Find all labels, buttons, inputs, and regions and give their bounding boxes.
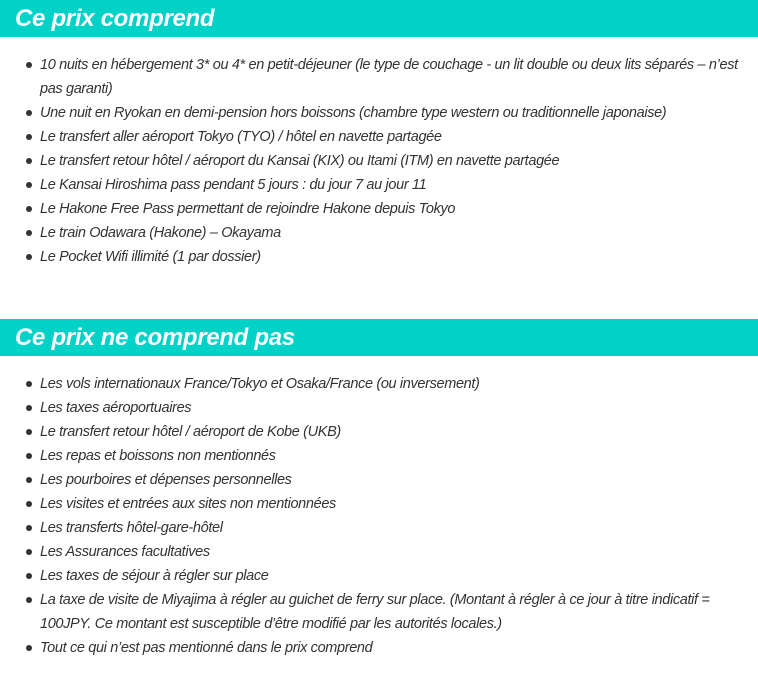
list-item xyxy=(40,53,750,101)
list-item xyxy=(40,564,750,588)
bullet-icon xyxy=(26,230,32,236)
list-item xyxy=(40,125,750,149)
list-item-text: Les vols internationaux France/Tokyo et Osaka/France (ou inversement) xyxy=(40,376,480,392)
price-includes-header xyxy=(0,0,758,37)
bullet-icon xyxy=(26,254,32,260)
bullet-icon xyxy=(26,206,32,212)
list-item xyxy=(40,636,750,660)
list-item xyxy=(40,396,750,420)
list-item-text: Le train Odawara (Hakone) – Okayama xyxy=(40,225,281,241)
bullet-icon xyxy=(26,453,32,459)
list-item xyxy=(40,420,750,444)
bullet-icon xyxy=(26,182,32,188)
price-excludes-section xyxy=(0,319,758,700)
list-item xyxy=(40,197,750,221)
bullet-icon xyxy=(26,573,32,579)
list-item-text: Les pourboires et dépenses personnelles xyxy=(40,472,292,488)
bullet-icon xyxy=(26,158,32,164)
list-item xyxy=(40,516,750,540)
bullet-icon xyxy=(26,405,32,411)
bullet-icon xyxy=(26,525,32,531)
list-item xyxy=(40,468,750,492)
list-item xyxy=(40,588,750,636)
list-item-text: Les taxes aéroportuaires xyxy=(40,400,192,416)
list-item xyxy=(40,540,750,564)
list-item-text: Le transfert retour hôtel / aéroport de Kobe (UKB) xyxy=(40,424,341,440)
bullet-icon xyxy=(26,549,32,555)
bullet-icon xyxy=(26,429,32,435)
list-item-text: Le transfert aller aéroport Tokyo (TYO) / hôtel en navette partagée xyxy=(40,129,442,145)
list-item xyxy=(40,444,750,468)
price-includes-list xyxy=(0,37,758,269)
list-item xyxy=(40,221,750,245)
price-excludes-header xyxy=(0,319,758,356)
list-item-text: Les repas et boissons non mentionnés xyxy=(40,448,276,464)
list-item-text: Les transferts hôtel-gare-hôtel xyxy=(40,520,223,536)
bullet-icon xyxy=(26,597,32,603)
list-item xyxy=(40,101,750,125)
price-excludes-list xyxy=(0,356,758,660)
price-includes-title: Ce prix comprend xyxy=(15,5,215,32)
bullet-icon xyxy=(26,110,32,116)
price-excludes-title: Ce prix ne comprend pas xyxy=(15,324,295,351)
list-item-text: Le Pocket Wifi illimité (1 par dossier) xyxy=(40,249,261,265)
list-item-text: Les taxes de séjour à régler sur place xyxy=(40,568,269,584)
list-item xyxy=(40,492,750,516)
list-item xyxy=(40,245,750,269)
list-item xyxy=(40,149,750,173)
bullet-icon xyxy=(26,477,32,483)
list-item-text: La taxe de visite de Miyajima à régler au guichet de ferry sur place. (Montant à régler à ce jour à titre indicatif = 100JPY. Ce montant est susceptible d’être modifié par les autorités locales.) xyxy=(40,592,710,632)
list-item xyxy=(40,372,750,396)
bullet-icon xyxy=(26,501,32,507)
list-item-text: Le Hakone Free Pass permettant de rejoindre Hakone depuis Tokyo xyxy=(40,201,456,217)
list-item-text: 10 nuits en hébergement 3* ou 4* en petit-déjeuner (le type de couchage - un lit double ou deux lits séparés – n’est pas garanti) xyxy=(40,57,738,97)
list-item-text: Le Kansai Hiroshima pass pendant 5 jours : du jour 7 au jour 11 xyxy=(40,177,427,193)
list-item-text: Les Assurances facultatives xyxy=(40,544,210,560)
list-item-text: Une nuit en Ryokan en demi-pension hors boissons (chambre type western ou traditionnelle japonaise) xyxy=(40,105,667,121)
bullet-icon xyxy=(26,134,32,140)
list-item-text: Tout ce qui n’est pas mentionné dans le prix comprend xyxy=(40,640,373,656)
list-item-text: Les visites et entrées aux sites non mentionnées xyxy=(40,496,336,512)
list-item-text: Le transfert retour hôtel / aéroport du Kansai (KIX) ou Itami (ITM) en navette partagée xyxy=(40,153,560,169)
price-includes-section xyxy=(0,0,758,319)
bullet-icon xyxy=(26,381,32,387)
bullet-icon xyxy=(26,645,32,651)
bullet-icon xyxy=(26,62,32,68)
list-item xyxy=(40,173,750,197)
